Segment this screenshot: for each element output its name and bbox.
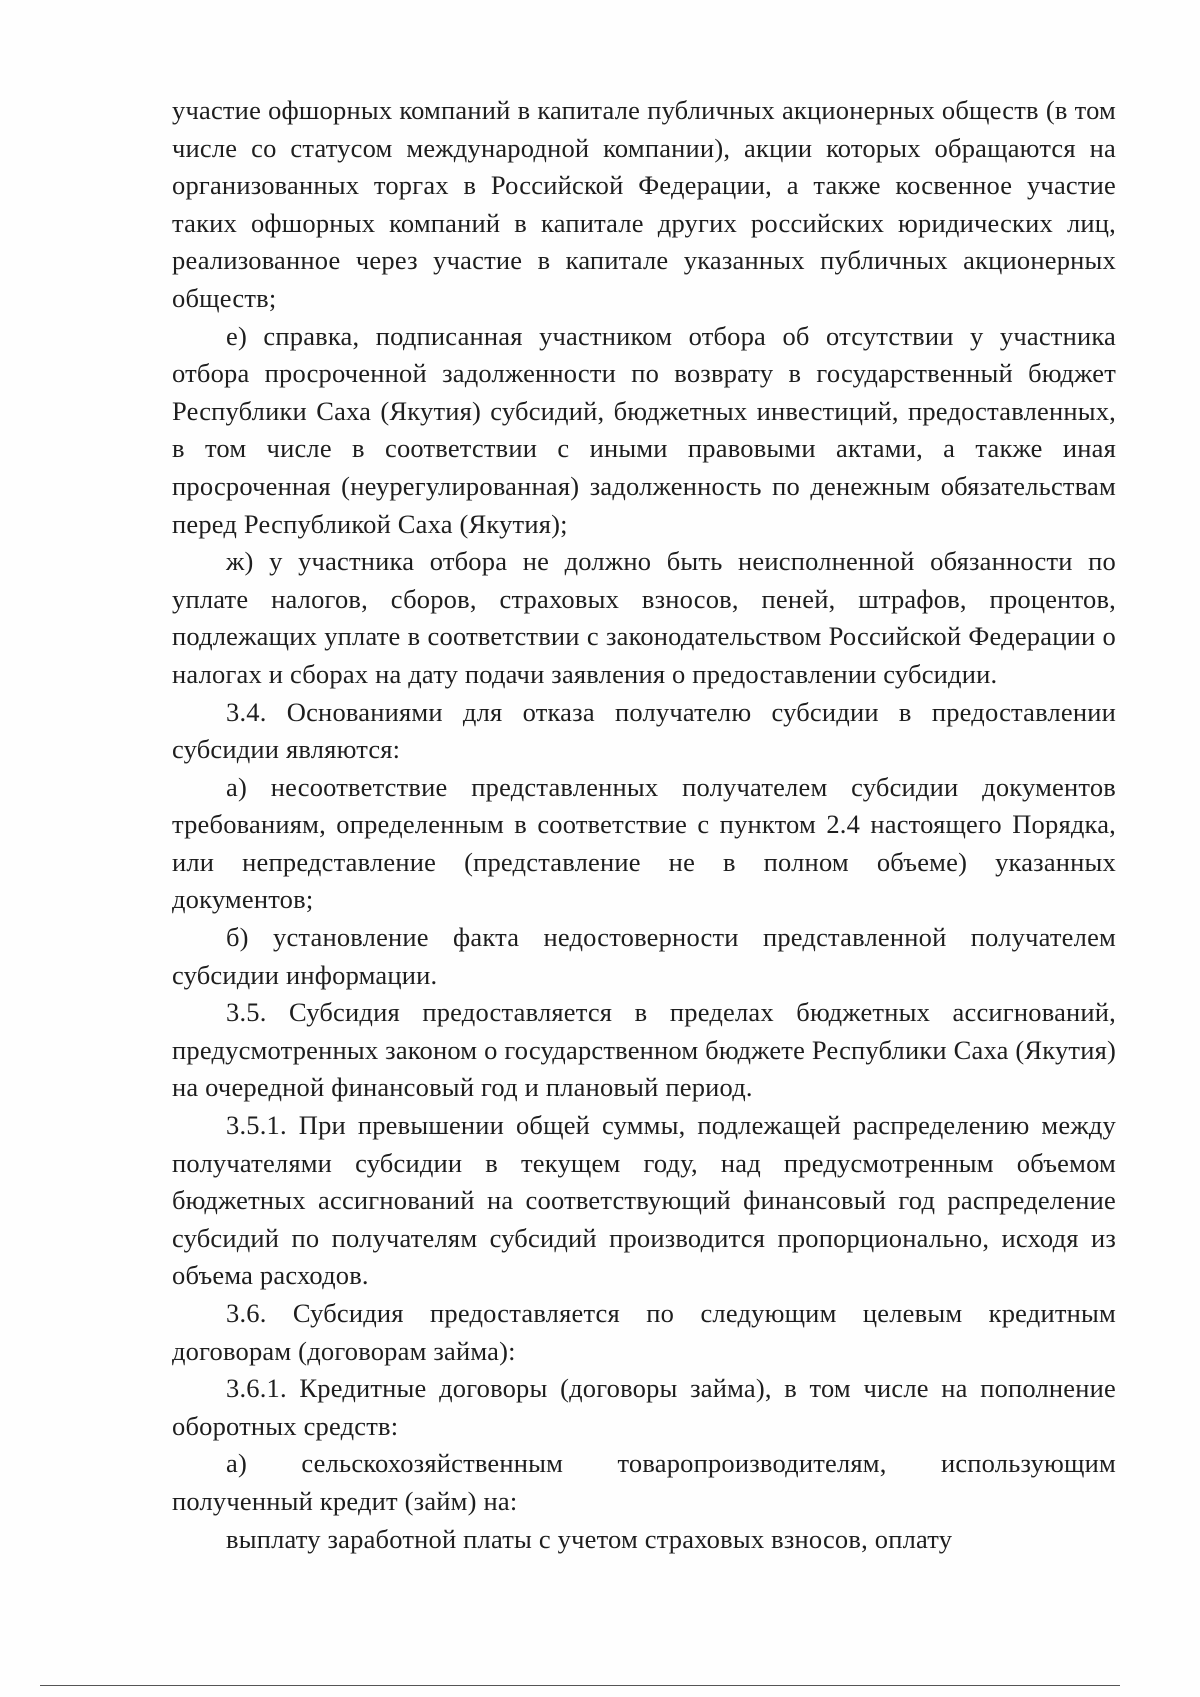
paragraph-3-5-1: 3.5.1. При превышении общей суммы, подлежащей распределению между получателями субсидии в текущем году, над предусмотренным объемом бюджетных ассигнований на соответствующий финансовый год распределение субсидий по получателям субсидий производится пропорционально, исходя из объема расходов. [172, 1110, 1116, 1291]
paragraph-item-zh: ж) у участника отбора не должно быть неисполненной обязанности по уплате налогов, сборов, страховых взносов, пеней, штрафов, процентов, подлежащих уплате в соответствии с законодательством Российской Федерации о налогах и сборах на дату подачи заявления о предоставлении субсидии. [172, 546, 1116, 689]
paragraph-3-4-b: б) установление факта недостоверности представленной получателем субсидии информации. [172, 922, 1116, 990]
document-body [172, 92, 1116, 1558]
paragraph-3-6: 3.6. Субсидия предоставляется по следующим целевым кредитным договорам (договорам займа): [172, 1298, 1116, 1366]
page-bottom-rule [40, 1685, 1120, 1686]
paragraph-3-5: 3.5. Субсидия предоставляется в пределах бюджетных ассигнований, предусмотренных законом о государственном бюджете Республики Саха (Якутия) на очередной финансовый год и плановый период. [172, 997, 1116, 1103]
paragraph-3-6-1: 3.6.1. Кредитные договоры (договоры займа), в том числе на пополнение оборотных средств: [172, 1373, 1116, 1441]
paragraph-offshore-participation: участие офшорных компаний в капитале публичных акционерных обществ (в том числе со статусом международной компании), акции которых обращаются на организованных торгах в Российской Федерации, а также косвенное участие таких офшорных компаний в капитале других российских юридических лиц, реализованное через участие в капитале указанных публичных акционерных обществ; [172, 95, 1116, 313]
paragraph-3-4-a: а) несоответствие представленных получателем субсидии документов требованиям, определенным в соответствие с пунктом 2.4 настоящего Порядка, или непредставление (представление не в полном объеме) указанных документов; [172, 771, 1116, 915]
paragraph-salary-payment: выплату заработной платы с учетом страховых взносов, оплату [226, 1523, 953, 1554]
paragraph-3-6-1-a: а) сельскохозяйственным товаропроизводителям, использующим полученный кредит (займ) на: [172, 1448, 1116, 1516]
paragraph-3-4: 3.4. Основаниями для отказа получателю субсидии в предоставлении субсидии являются: [172, 696, 1116, 765]
paragraph-item-e: е) справка, подписанная участником отбора об отсутствии у участника отбора просроченной задолженности по возврату в государственный бюджет Республики Саха (Якутия) субсидий, бюджетных инвестиций, предоставленных, в том числе в соответствии с иными правовыми актами, а также иная просроченная (неурегулированная) задолженность по денежным обязательствам перед Республикой Саха (Якутия); [172, 320, 1116, 539]
